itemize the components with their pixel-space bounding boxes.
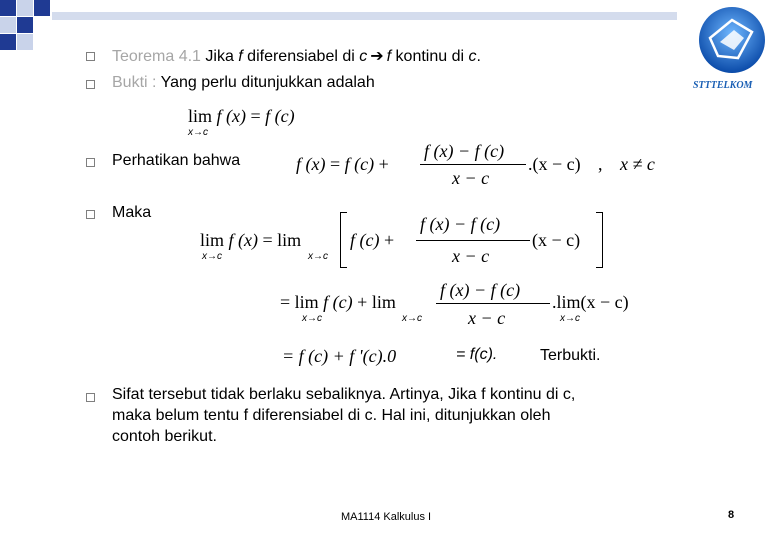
formula-step1-factor: (x − c) <box>532 230 581 250</box>
terbukti-text: Terbukti. <box>540 347 601 364</box>
bullet-marker <box>86 80 95 89</box>
bullet-marker <box>86 52 95 61</box>
theorem-line: Teorema 4.1 Jika f diferensiabel di c ➔ f kontinu di c. <box>112 46 481 65</box>
implies-arrow-icon: ➔ <box>370 46 384 65</box>
fraction-denominator: x − c <box>452 246 490 266</box>
formula-times: .(x − c) <box>528 154 581 174</box>
formula-step2-left: = lim f (c) + lim <box>280 292 396 312</box>
logo-text: STTTELKOM <box>693 80 753 91</box>
footer-course: MA1114 Kalkulus I <box>341 511 432 523</box>
bullet-marker <box>86 158 95 167</box>
fraction-denominator: x − c <box>452 168 490 188</box>
formula-step3: = f (c) + f '(c).0 <box>282 346 397 366</box>
logo <box>690 2 775 92</box>
perhatikan-label: Perhatikan bahwa <box>112 152 241 169</box>
limit-subscript: x→c <box>188 127 208 138</box>
formula-limit-target: lim f (x) = f (c) <box>188 106 295 126</box>
formula-identity-left: f (x) = f (c) + <box>296 154 389 174</box>
limit-subscript: x→c <box>202 251 222 262</box>
fraction-bar <box>436 303 550 304</box>
remark-line-1: Sifat tersebut tidak berlaku sebaliknya. Artinya, Jika f kontinu di c, <box>112 386 576 403</box>
formula-step1-left: lim f (x) = lim <box>200 230 302 250</box>
fraction-numerator: f (x) − f (c) <box>420 214 501 234</box>
limit-subscript: x→c <box>402 313 422 324</box>
limit-subscript: x→c <box>302 313 322 324</box>
right-bracket <box>596 212 603 268</box>
limit-subscript: x→c <box>308 251 328 262</box>
left-bracket <box>340 212 347 268</box>
bullet-marker <box>86 393 95 402</box>
bullet-marker <box>86 210 95 219</box>
formula-step2-right: .lim(x − c) <box>552 292 629 312</box>
fraction-bar <box>420 164 526 165</box>
maka-label: Maka <box>112 204 152 221</box>
formula-condition: x ≠ c <box>620 154 655 174</box>
limit-subscript: x→c <box>560 313 580 324</box>
remark-line-2: maka belum tentu f diferensiabel di c. Hal ini, ditunjukkan oleh <box>112 407 551 424</box>
fraction-bar <box>416 240 530 241</box>
formula-step1-inner: f (c) + <box>350 230 395 250</box>
fraction-numerator: f (x) − f (c) <box>440 280 521 300</box>
fraction-numerator: f (x) − f (c) <box>424 141 505 161</box>
formula-result: = f(c). <box>456 346 498 363</box>
theorem-label: Teorema 4.1 <box>112 48 201 65</box>
logo-emblem-icon <box>690 2 775 92</box>
top-bar <box>52 12 677 20</box>
proof-label: Bukti : <box>112 74 157 91</box>
formula-comma: , <box>598 154 603 174</box>
remark-line-3: contoh berikut. <box>112 428 217 445</box>
fraction-denominator: x − c <box>468 308 506 328</box>
page-number: 8 <box>728 509 735 521</box>
proof-line: Bukti : Yang perlu ditunjukkan adalah <box>112 74 375 91</box>
